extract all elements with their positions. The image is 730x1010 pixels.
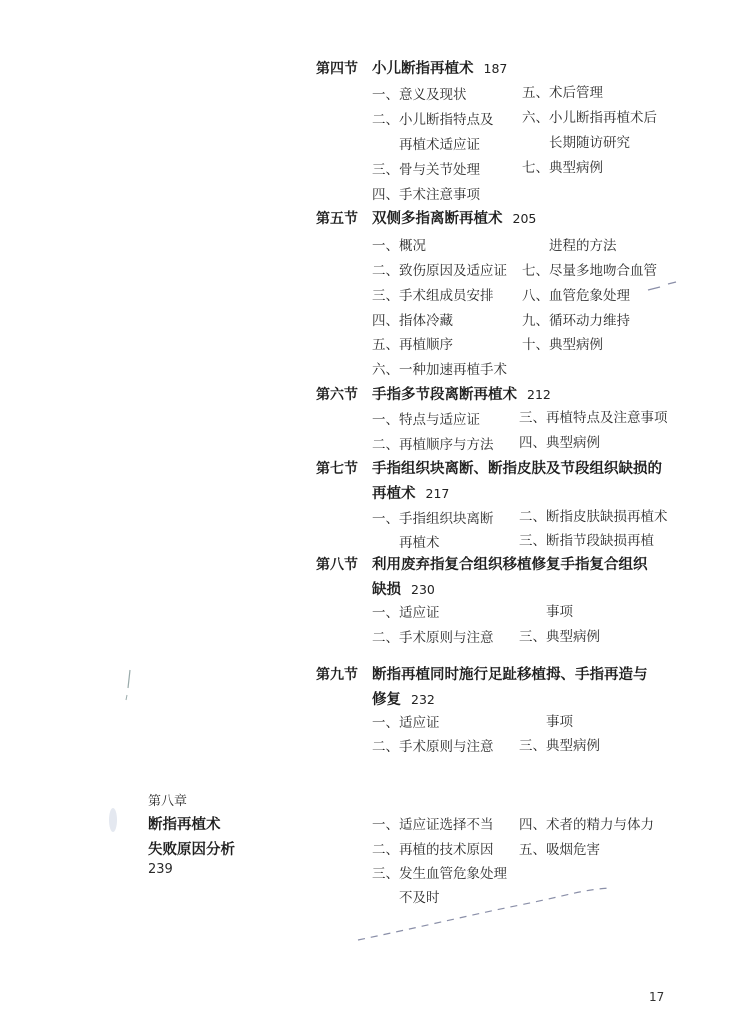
toc-item: 二、致伤原因及适应证 (372, 263, 507, 279)
section-8-title: 利用废弃指复合组织移植修复手指复合组织 (372, 557, 648, 573)
toc-item: 三、断指节段缺损再植 (519, 533, 654, 549)
toc-item: 二、手术原则与注意 (372, 630, 494, 646)
toc-item: 事项 (546, 714, 573, 730)
toc-item: 五、术后管理 (522, 85, 603, 101)
toc-item: 六、小儿断指再植术后 (522, 110, 657, 126)
toc-item: 七、典型病例 (522, 160, 603, 176)
toc-item: 三、典型病例 (519, 629, 600, 645)
toc-item: 二、断指皮肤缺损再植术 (519, 509, 668, 525)
toc-item: 三、典型病例 (519, 738, 600, 754)
chapter-title-line: 失败原因分析 (148, 842, 235, 858)
toc-item: 四、典型病例 (519, 435, 600, 451)
section-6-title: 手指多节段离断再植术 212 (372, 387, 551, 403)
section-4-title: 小儿断指再植术 187 (372, 61, 508, 77)
section-4-label: 第四节 (316, 61, 358, 77)
toc-item: 长期随访研究 (549, 135, 630, 151)
section-8-page: 230 (411, 582, 435, 597)
toc-item: 十、典型病例 (522, 337, 603, 353)
toc-item: 三、再植特点及注意事项 (519, 410, 668, 426)
chapter-label: 第八章 (148, 794, 188, 809)
section-4-page: 187 (483, 61, 508, 76)
toc-item: 再植术适应证 (399, 137, 480, 153)
section-9-label: 第九节 (316, 667, 358, 683)
section-5-label: 第五节 (316, 211, 358, 227)
section-7-title-continued: 再植术 217 (372, 486, 450, 502)
toc-item: 一、适应证 (372, 605, 440, 621)
toc-item: 三、骨与关节处理 (372, 162, 480, 178)
chapter-page: 239 (148, 862, 173, 877)
toc-item: 一、手指组织块离断 (372, 511, 494, 527)
toc-item: 七、尽量多地吻合血管 (522, 263, 657, 279)
section-7-page: 217 (425, 486, 450, 501)
section-6-label: 第六节 (316, 387, 358, 403)
toc-item: 八、血管危象处理 (522, 288, 630, 304)
toc-item: 一、适应证选择不当 (372, 817, 494, 833)
toc-item: 四、术者的精力与体力 (519, 817, 654, 833)
section-5-title: 双侧多指离断再植术 205 (372, 211, 537, 227)
section-8-label: 第八节 (316, 557, 358, 573)
section-5-page: 205 (512, 211, 537, 226)
toc-item: 二、手术原则与注意 (372, 739, 494, 755)
section-9-title: 断指再植同时施行足趾移植拇、手指再造与 (372, 667, 648, 683)
toc-item: 不及时 (399, 890, 440, 906)
toc-item: 五、再植顺序 (372, 337, 453, 353)
page-number: 17 (649, 990, 665, 1004)
toc-item: 六、一种加速再植手术 (372, 362, 507, 378)
toc-item: 三、手术组成员安排 (372, 288, 494, 304)
toc-item: 一、概况 (372, 238, 426, 254)
section-9-title-continued: 修复 232 (372, 692, 435, 708)
section-7-title: 手指组织块离断、断指皮肤及节段组织缺损的 (372, 461, 662, 477)
toc-item: 再植术 (399, 535, 440, 551)
toc-item: 五、吸烟危害 (519, 842, 600, 858)
toc-item: 四、手术注意事项 (372, 187, 480, 203)
toc-item: 三、发生血管危象处理 (372, 866, 507, 882)
toc-item: 二、小儿断指特点及 (372, 112, 494, 128)
toc-item: 一、适应证 (372, 715, 440, 731)
toc-item: 二、再植的技术原因 (372, 842, 494, 858)
section-9-page: 232 (411, 692, 435, 707)
chapter-title-line: 断指再植术 (148, 817, 221, 833)
toc-item: 进程的方法 (549, 238, 617, 254)
toc-item: 事项 (546, 604, 573, 620)
toc-item: 一、特点与适应证 (372, 412, 480, 428)
toc-item: 九、循环动力维持 (522, 313, 630, 329)
toc-item: 四、指体冷藏 (372, 313, 453, 329)
section-6-page: 212 (527, 387, 551, 402)
toc-item: 一、意义及现状 (372, 87, 467, 103)
section-7-label: 第七节 (316, 461, 358, 477)
toc-item: 二、再植顺序与方法 (372, 437, 494, 453)
section-8-title-continued: 缺损 230 (372, 582, 435, 598)
